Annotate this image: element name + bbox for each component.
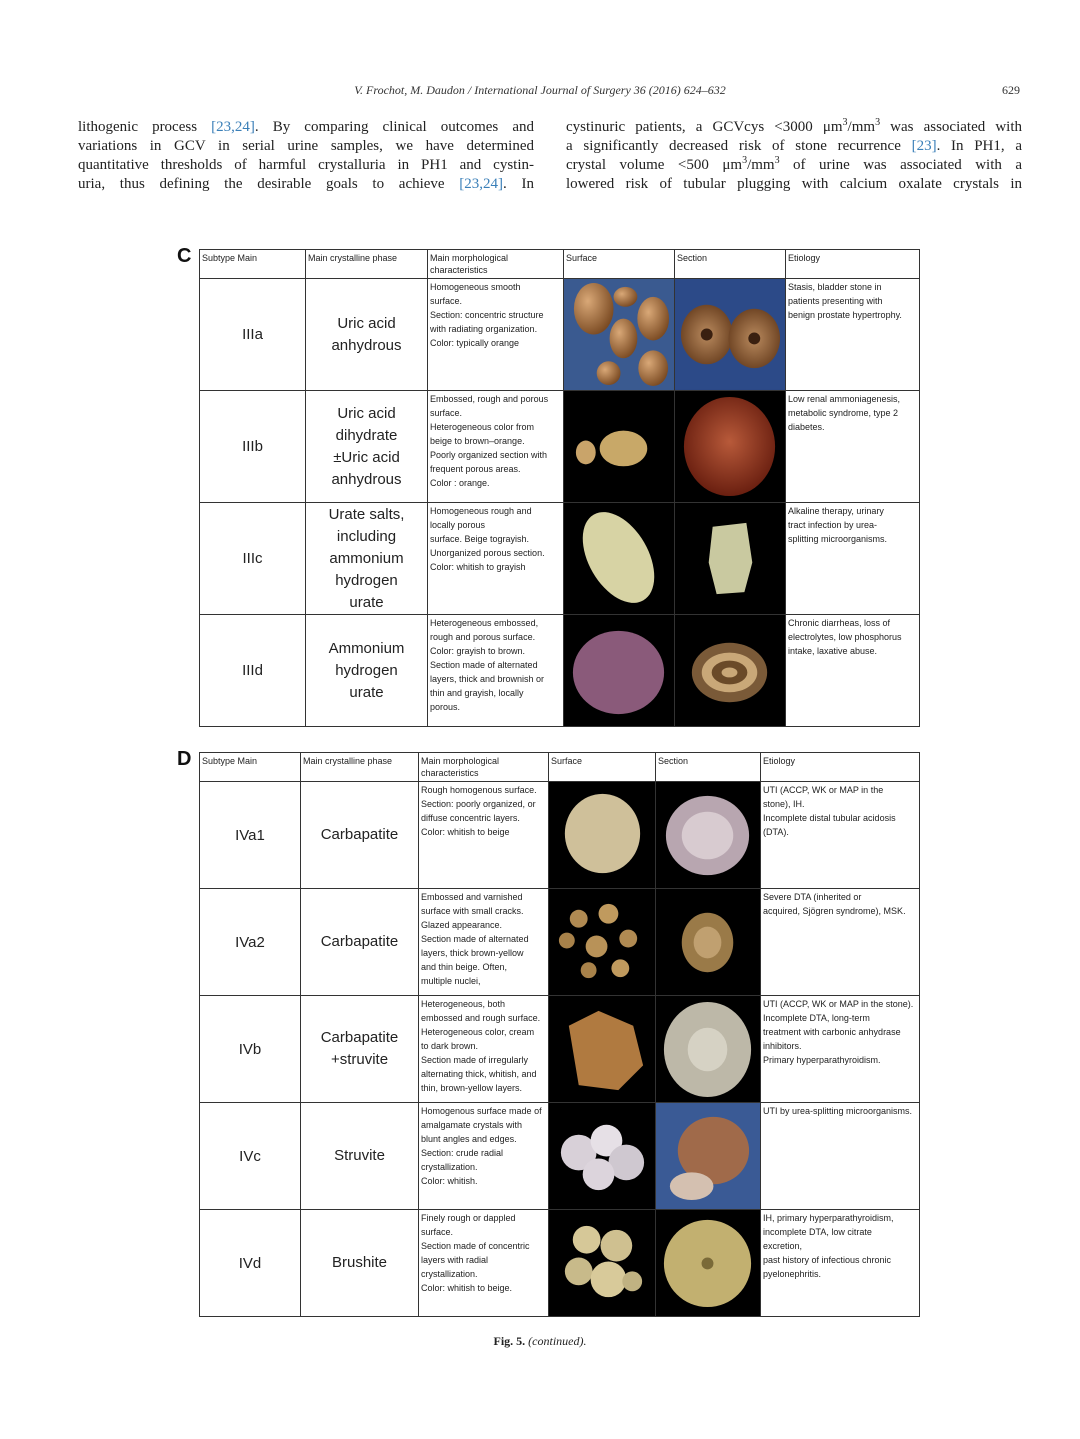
citation-link[interactable]: [23] bbox=[911, 138, 937, 154]
subtype-cell: IVa2 bbox=[200, 889, 301, 996]
subtype-cell: IIIb bbox=[200, 391, 306, 503]
column-header: Subtype Main bbox=[200, 753, 301, 782]
phase-cell: Carbapatite bbox=[301, 782, 419, 889]
surface-photo bbox=[564, 615, 675, 727]
section-photo bbox=[656, 1210, 761, 1317]
etiology-cell: Alkaline therapy, urinary tract infection by urea- splitting microorganisms. bbox=[786, 503, 920, 615]
column-header: Main morphological characteristics bbox=[419, 753, 549, 782]
citation-link[interactable]: [23,24] bbox=[211, 119, 255, 135]
subtype-cell: IVa1 bbox=[200, 782, 301, 889]
surface-photo bbox=[549, 1103, 656, 1210]
panel-d-label: D bbox=[177, 748, 192, 770]
column-header: Surface bbox=[564, 250, 675, 279]
etiology-cell: UTI by urea-splitting microorganisms. bbox=[761, 1103, 920, 1210]
morphology-cell: Rough homogenous surface. Section: poorly organized, or diffuse concentric layers. Color: whitish to beige bbox=[419, 782, 549, 889]
morphology-cell: Heterogeneous embossed, rough and porous surface. Color: grayish to brown. Section made of alternated layers, thick and brownish or thin and grayish, locally porous. bbox=[428, 615, 564, 727]
table-row bbox=[200, 782, 920, 889]
figure-caption bbox=[0, 1334, 1080, 1349]
text-line: a significantly decreased risk of stone recurrence [23]. In PH1, a bbox=[566, 138, 1022, 154]
column-header: Etiology bbox=[761, 753, 920, 782]
etiology-cell: IH, primary hyperparathyroidism, incomplete DTA, low citrate excretion, past history of infectious chronic pyelonephritis. bbox=[761, 1210, 920, 1317]
phase-cell: Uric acid anhydrous bbox=[306, 279, 428, 391]
morphology-cell: Homogeneous smooth surface. Section: concentric structure with radiating organization. Color: typically orange bbox=[428, 279, 564, 391]
surface-photo bbox=[549, 1210, 656, 1317]
subtype-cell: IIIc bbox=[200, 503, 306, 615]
section-photo bbox=[675, 503, 786, 615]
phase-cell: Brushite bbox=[301, 1210, 419, 1317]
surface-photo bbox=[564, 503, 675, 615]
morphology-cell: Embossed, rough and porous surface. Heterogeneous color from beige to brown–orange. Poorly organized section with frequent porous areas. Color : orange. bbox=[428, 391, 564, 503]
column-header: Surface bbox=[549, 753, 656, 782]
table-row bbox=[200, 391, 920, 503]
etiology-cell: Low renal ammoniagenesis, metabolic syndrome, type 2 diabetes. bbox=[786, 391, 920, 503]
subtype-cell: IVc bbox=[200, 1103, 301, 1210]
text-line: uria, thus defining the desirable goals to achieve [23,24]. In bbox=[78, 176, 534, 192]
text-line: lithogenic process [23,24]. By comparing clinical outcomes and bbox=[78, 119, 534, 135]
table-row bbox=[200, 1210, 920, 1317]
subtype-cell: IVd bbox=[200, 1210, 301, 1317]
section-photo bbox=[675, 391, 786, 503]
citation-link[interactable]: [23,24] bbox=[459, 176, 504, 192]
page-number: 629 bbox=[1002, 83, 1020, 97]
etiology-cell: Chronic diarrheas, loss of electrolytes, low phosphorus intake, laxative abuse. bbox=[786, 615, 920, 727]
text-line: crystal volume <500 $\mu m^3/mm^3$ of urine was associated with a bbox=[566, 155, 1022, 173]
column-header: Section bbox=[656, 753, 761, 782]
table-row bbox=[200, 503, 920, 615]
column-header: Subtype Main bbox=[200, 250, 306, 279]
table-row bbox=[200, 889, 920, 996]
subtype-cell: IIIa bbox=[200, 279, 306, 391]
panel-c-label: C bbox=[177, 245, 192, 267]
table-row bbox=[200, 1103, 920, 1210]
figure-caption-text: (continued). bbox=[528, 1334, 587, 1348]
phase-cell: Carbapatite +struvite bbox=[301, 996, 419, 1103]
column-header: Etiology bbox=[786, 250, 920, 279]
surface-photo bbox=[564, 279, 675, 391]
running-title: V. Frochot, M. Daudon / International Journal of Surgery 36 (2016) 624–632 bbox=[354, 83, 726, 97]
etiology-cell: Severe DTA (inherited or acquired, Sjögren syndrome), MSK. bbox=[761, 889, 920, 996]
running-header bbox=[0, 83, 1080, 103]
morphology-cell: Heterogeneous, both embossed and rough surface. Heterogeneous color, cream to dark brown. Section made of irregularly alternating thick, whitish, and thin, brown-yellow layers. bbox=[419, 996, 549, 1103]
surface-photo bbox=[549, 996, 656, 1103]
etiology-cell: UTI (ACCP, WK or MAP in the stone). Incomplete DTA, long-term treatment with carbonic anhydrase inhibitors. Primary hyperparathyroidism. bbox=[761, 996, 920, 1103]
panel-c-table bbox=[199, 249, 920, 727]
left-text-column bbox=[78, 118, 534, 194]
etiology-cell: Stasis, bladder stone in patients presenting with benign prostate hypertrophy. bbox=[786, 279, 920, 391]
column-header: Section bbox=[675, 250, 786, 279]
column-header: Main crystalline phase bbox=[306, 250, 428, 279]
morphology-cell: Homogeneous rough and locally porous surface. Beige tograyish. Unorganized porous section. Color: whitish to grayish bbox=[428, 503, 564, 615]
morphology-cell: Embossed and varnished surface with small cracks. Glazed appearance. Section made of alternated layers, thick brown-yellow and thin beige. Often, multiple nuclei, bbox=[419, 889, 549, 996]
column-header: Main morphological characteristics bbox=[428, 250, 564, 279]
subtype-cell: IIId bbox=[200, 615, 306, 727]
phase-cell: Ammonium hydrogen urate bbox=[306, 615, 428, 727]
phase-cell: Uric acid dihydrate ±Uric acid anhydrous bbox=[306, 391, 428, 503]
table-header-row bbox=[200, 753, 920, 782]
morphology-cell: Finely rough or dappled surface. Section made of concentric layers with radial crystallization. Color: whitish to beige. bbox=[419, 1210, 549, 1317]
column-header: Main crystalline phase bbox=[301, 753, 419, 782]
figure-label: Fig. 5. bbox=[493, 1334, 526, 1348]
text-line: quantitative thresholds of harmful crystalluria in PH1 and cystin- bbox=[78, 157, 534, 173]
table-row bbox=[200, 996, 920, 1103]
panel-d-table bbox=[199, 752, 920, 1317]
text-line: lowered risk of tubular plugging with calcium oxalate crystals in bbox=[566, 176, 1022, 192]
right-text-column bbox=[566, 118, 1022, 194]
phase-cell: Urate salts, including ammonium hydrogen urate bbox=[306, 503, 428, 615]
table-row bbox=[200, 279, 920, 391]
table-row bbox=[200, 615, 920, 727]
text-line: cystinuric patients, a GCVcys <3000 $\mu m^3/mm^3$ was associated with bbox=[566, 117, 1022, 135]
section-photo bbox=[656, 889, 761, 996]
section-photo bbox=[656, 782, 761, 889]
section-photo bbox=[656, 996, 761, 1103]
etiology-cell: UTI (ACCP, WK or MAP in the stone), IH. Incomplete distal tubular acidosis (DTA). bbox=[761, 782, 920, 889]
surface-photo bbox=[549, 782, 656, 889]
morphology-cell: Homogenous surface made of amalgamate crystals with blunt angles and edges. Section: crude radial crystallization. Color: whitish. bbox=[419, 1103, 549, 1210]
text-line: variations in GCV in serial urine samples, we have determined bbox=[78, 138, 534, 154]
surface-photo bbox=[564, 391, 675, 503]
surface-photo bbox=[549, 889, 656, 996]
table-header-row bbox=[200, 250, 920, 279]
phase-cell: Struvite bbox=[301, 1103, 419, 1210]
section-photo bbox=[675, 279, 786, 391]
subtype-cell: IVb bbox=[200, 996, 301, 1103]
section-photo bbox=[675, 615, 786, 727]
section-photo bbox=[656, 1103, 761, 1210]
phase-cell: Carbapatite bbox=[301, 889, 419, 996]
